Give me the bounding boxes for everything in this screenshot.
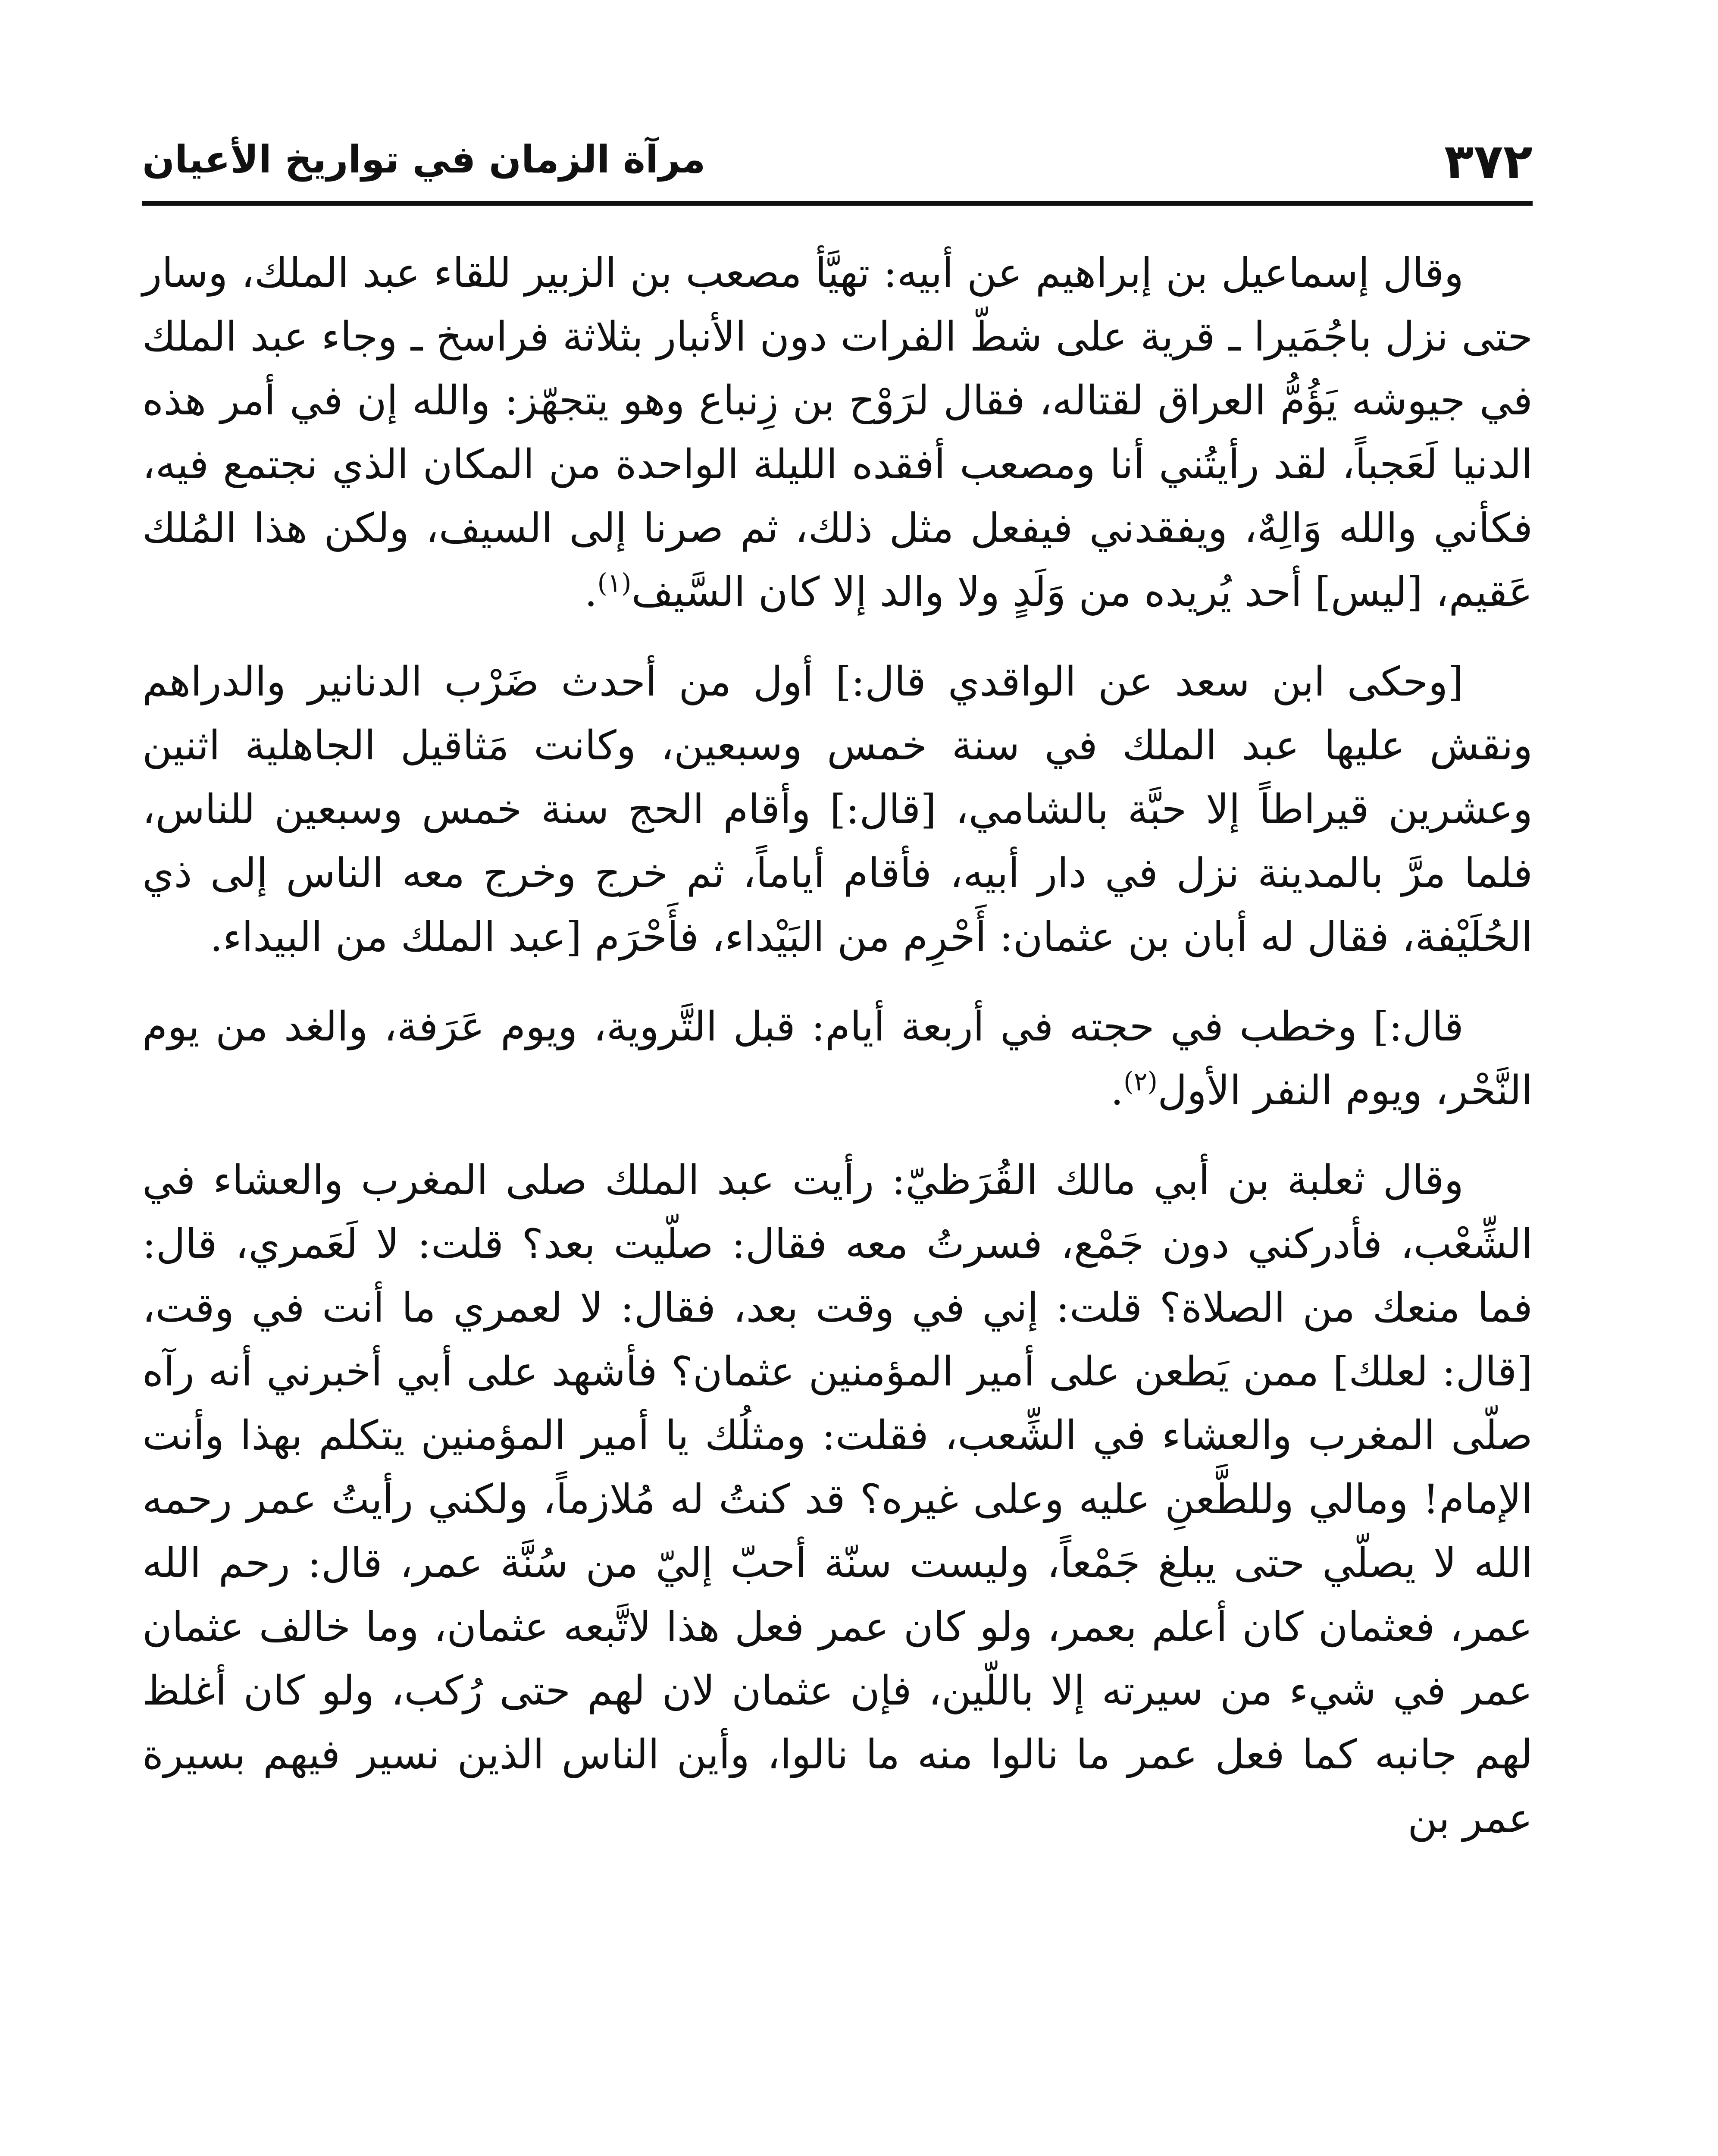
footnote-ref-1: (١) bbox=[597, 568, 632, 599]
footnote-ref-2: (٢) bbox=[1123, 1066, 1158, 1097]
paragraph-4 bbox=[142, 1149, 1533, 1851]
header-rule bbox=[142, 201, 1533, 206]
paragraph-text: وقال ثعلبة بن أبي مالك القُرَظيّ: رأيت عبد الملك صلى المغرب والعشاء في الشِّعْب، فأدركني دون جَمْع، فسرتُ معه فقال: صلّيت بعد؟ قلت: لا لَعَمري، قال: فما منعك من الصلاة؟ قلت: إني في وقت بعد، فقال: لا لعمري ما أنت في وقت، [قال: لعلك] ممن يَطعن على أمير المؤمنين عثمان؟ فأشهد على أبي أخبرني أنه رآه صلّى المغرب والعشاء في الشِّعب، فقلت: ومثلُك يا أمير المؤمنين يتكلم بهذا وأنت الإمام! ومالي وللطَّعنِ عليه وعلى غيره؟ قد كنتُ له مُلازماً، ولكني رأيتُ عمر رحمه الله لا يصلّي حتى يبلغ جَمْعاً، وليست سنّة أحبّ إليّ من سُنَّة عمر، قال: رحم الله عمر، فعثمان كان أعلم بعمر، ولو كان عمر فعل هذا لاتَّبعه عثمان، وما خالف عثمان عمر في شيء من سيرته إلا باللّين، فإن عثمان لان لهم حتى رُكب، ولو كان أغلظ لهم جانبه كما فعل عمر ما نالوا منه ما نالوا، وأين الناس الذين نسير فيهم بسيرة عمر بن bbox=[142, 1157, 1533, 1842]
paragraph-text: [وحكى ابن سعد عن الواقدي قال:] أول من أحدث ضَرْب الدنانير والدراهم ونقش عليها عبد الملك في سنة خمس وسبعين، وكانت مَثاقيل الجاهلية اثنين وعشرين قيراطاً إلا حبَّة بالشامي، [قال:] وأقام الحج سنة خمس وسبعين للناس، فلما مرَّ بالمدينة نزل في دار أبيه، فأقام أياماً، ثم خرج وخرج معه الناس إلى ذي الحُلَيْفة، فقال له أبان بن عثمان: أَحْرِم من البَيْداء، فأَحْرَم [عبد الملك من البيداء. bbox=[142, 658, 1533, 961]
page-number: ٣٧٢ bbox=[1444, 134, 1533, 190]
page-header bbox=[142, 129, 1533, 203]
paragraph-end: . bbox=[584, 569, 598, 616]
paragraph-3 bbox=[142, 995, 1533, 1123]
paragraph-end: . bbox=[1111, 1067, 1123, 1114]
paragraph-2 bbox=[142, 650, 1533, 969]
paragraph-text: قال:] وخطب في حجته في أربعة أيام: قبل التَّروية، ويوم عَرَفة، والغد من يوم النَّحْر، ويوم النفر الأول bbox=[142, 1003, 1533, 1114]
running-title: مرآة الزمان في تواريخ الأعيان bbox=[142, 137, 706, 182]
main-text bbox=[142, 241, 1533, 1851]
paragraph-1 bbox=[142, 241, 1533, 624]
paragraph-text: وقال إسماعيل بن إبراهيم عن أبيه: تهيَّأ مصعب بن الزبير للقاء عبد الملك، وسار حتى نزل باجُمَيرا ـ قرية على شطّ الفرات دون الأنبار بثلاثة فراسخ ـ وجاء عبد الملك في جيوشه يَؤُمُّ العراق لقتاله، فقال لرَوْح بن زِنباع وهو يتجهّز: والله إن في أمر هذه الدنيا لَعَجباً، لقد رأيتُني أنا ومصعب أفقده الليلة الواحدة من المكان الذي نجتمع فيه، فكأني والله وَالِهٌ، ويفقدني فيفعل مثل ذلك، ثم صرنا إلى السيف، ولكن هذا المُلك عَقيم، [ليس] أحد يُريده من وَلَدٍ ولا والد إلا كان السَّيف bbox=[142, 250, 1533, 616]
